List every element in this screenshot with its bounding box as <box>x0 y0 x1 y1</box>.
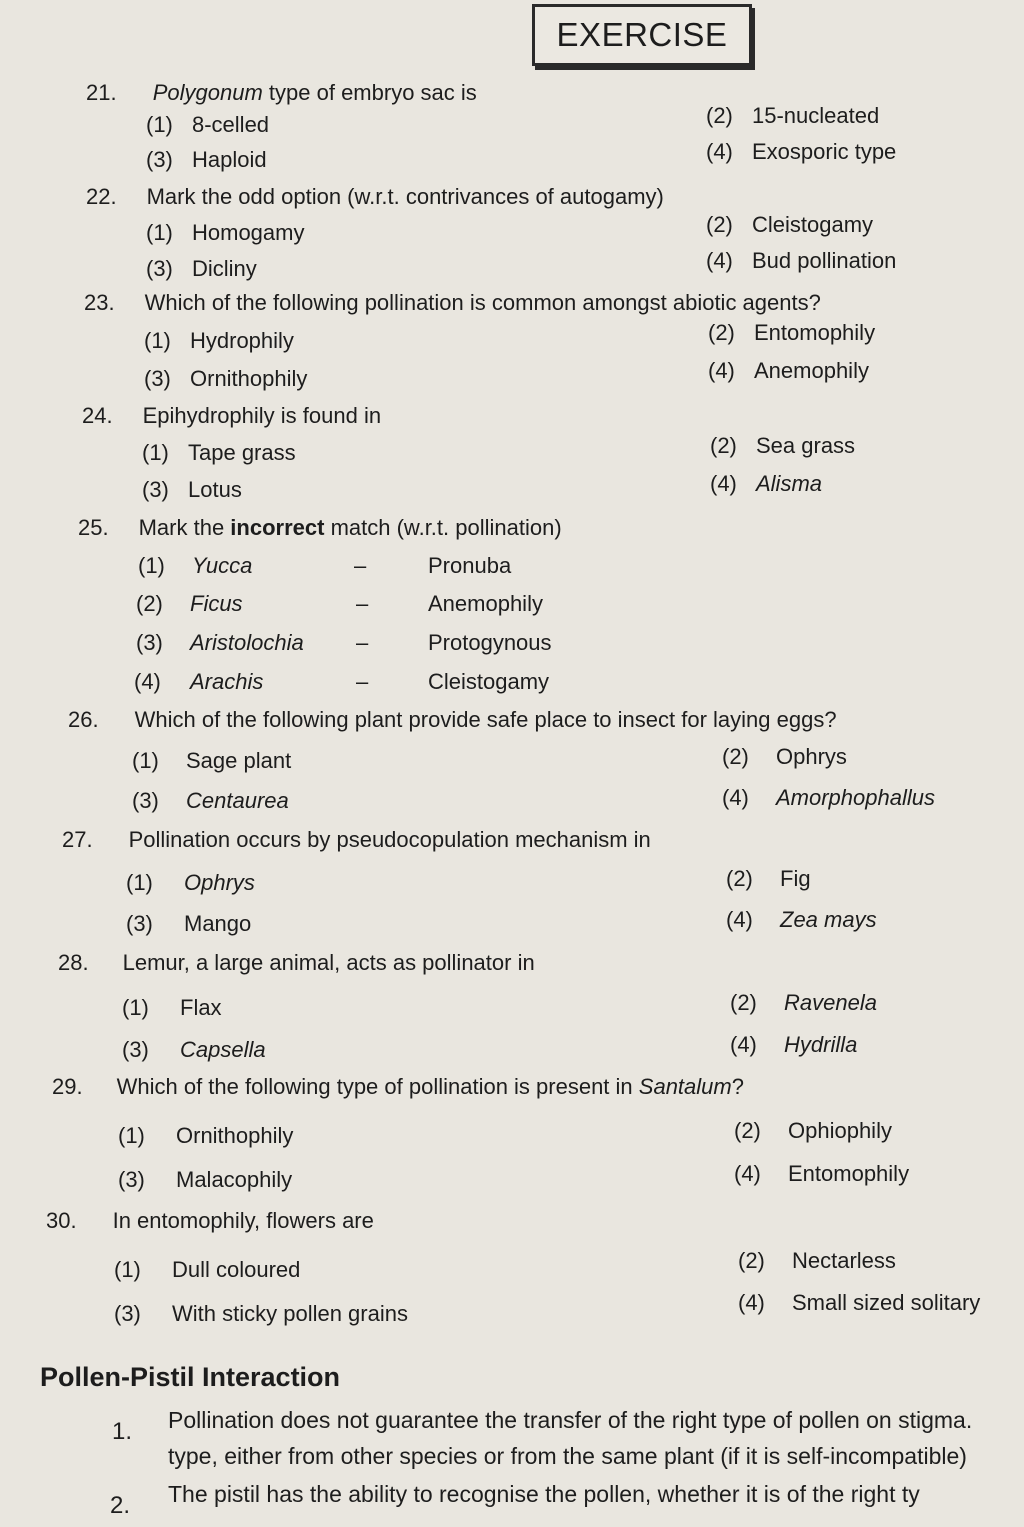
paragraph-line: Pollination does not guarantee the transfer of the right type of pollen on stigma. <box>168 1407 973 1433</box>
option: (1) Homogamy <box>146 220 305 245</box>
question-30: 30. In entomophily, flowers are <box>46 1208 374 1233</box>
section-title: Pollen-Pistil Interaction <box>40 1362 341 1392</box>
question-28: 28. Lemur, a large animal, acts as pollinator in <box>58 950 535 975</box>
option: (3) Mango <box>126 911 252 936</box>
option: (4) Entomophily <box>734 1161 910 1186</box>
match-row: (3) Aristolochia – Protogynous <box>136 630 552 655</box>
option: (4) Amorphophallus <box>722 785 935 810</box>
option: (3) Ornithophily <box>144 366 308 391</box>
option: (2) Ravenela <box>730 990 877 1015</box>
option: (3) Dicliny <box>146 256 257 281</box>
option: (4) Bud pollination <box>706 248 897 273</box>
question-number: 21. <box>86 80 117 105</box>
question-26: 26. Which of the following plant provide safe place to insect for laying eggs? <box>68 707 837 732</box>
option: (2) Entomophily <box>708 320 876 345</box>
match-row: (1) Yucca – Pronuba <box>138 553 512 578</box>
option: (3) Centaurea <box>132 788 289 813</box>
option: (3) Haploid <box>146 147 267 172</box>
option: (4) Small sized solitary <box>738 1290 981 1315</box>
question-21 <box>86 80 477 106</box>
paragraph-number: 1. <box>112 1418 133 1445</box>
match-row: (2) Ficus – Anemophily <box>136 591 543 616</box>
option: (2) Nectarless <box>738 1248 896 1273</box>
option: (4) Exosporic type <box>706 139 897 164</box>
option: (1) Sage plant <box>132 748 292 773</box>
option: (3) Capsella <box>122 1037 266 1062</box>
option: (2) Fig <box>726 866 811 891</box>
option: (4) Alisma <box>710 471 823 496</box>
exercise-heading: EXERCISE <box>532 4 752 66</box>
option: (1) Dull coloured <box>114 1257 301 1282</box>
option: (2) Ophiophily <box>734 1118 892 1143</box>
option: (4) Zea mays <box>726 907 877 932</box>
option: (1) Hydrophily <box>144 328 294 353</box>
match-row: (4) Arachis – Cleistogamy <box>134 669 550 694</box>
option: (2) Cleistogamy <box>706 212 874 237</box>
question-23: 23. Which of the following pollination is common amongst abiotic agents? <box>84 290 821 315</box>
question-25: 25. Mark the incorrect match (w.r.t. pollination) <box>78 515 562 540</box>
option: (2) Sea grass <box>710 433 856 458</box>
option: (4) Hydrilla <box>730 1032 858 1057</box>
paragraph-line: The pistil has the ability to recognise the pollen, whether it is of the right ty <box>168 1481 920 1507</box>
option: (1) Ophrys <box>126 870 255 895</box>
option: (1) 8-celled <box>146 112 270 137</box>
option: (1) Tape grass <box>142 440 296 465</box>
question-29: 29. Which of the following type of pollination is present in Santalum? <box>52 1074 744 1099</box>
option: (2) Ophrys <box>722 744 847 769</box>
paragraph-line: type, either from other species or from the same plant (if it is self-incompatible) <box>168 1443 967 1469</box>
option: (3) Malacophily <box>118 1167 293 1192</box>
question-22: 22. Mark the odd option (w.r.t. contrivances of autogamy) <box>86 184 664 209</box>
option: (1) Flax <box>122 995 222 1020</box>
option: (3) With sticky pollen grains <box>114 1301 408 1326</box>
question-27: 27. Pollination occurs by pseudocopulation mechanism in <box>62 827 651 852</box>
question-24: 24. Epihydrophily is found in <box>82 403 382 428</box>
option: (1) Ornithophily <box>118 1123 294 1148</box>
question-text: type of embryo sac is <box>262 80 477 105</box>
question-text-italic: Polygonum <box>152 80 263 105</box>
option: (4) Anemophily <box>708 358 869 383</box>
option: (3) Lotus <box>142 477 242 502</box>
option: (2) 15-nucleated <box>706 103 880 128</box>
paragraph-number: 2. <box>110 1492 131 1519</box>
